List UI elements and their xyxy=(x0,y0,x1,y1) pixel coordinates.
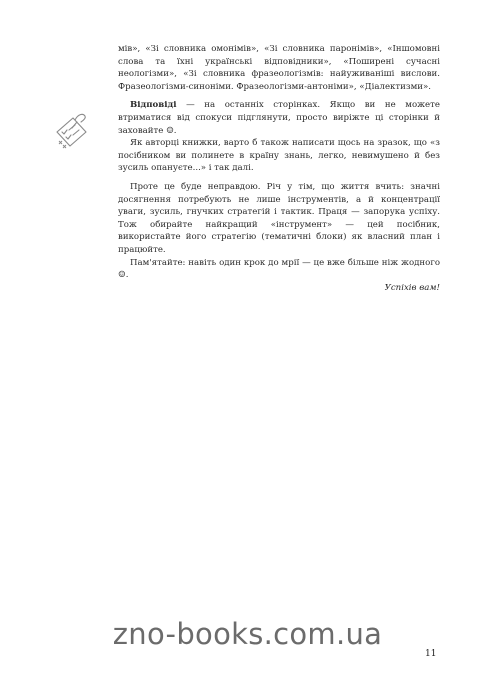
closing-wish: Успіхів вам! xyxy=(384,282,440,293)
answers-lead: Відповіді xyxy=(130,100,177,111)
body-text xyxy=(118,43,440,294)
hand-writing-checklist-icon xyxy=(53,110,89,150)
paragraph-3: Як авторці книжки, варто б також написати щось на зразок, що «з посібником ви полинете в країну знань, легко, невимушено й без зусиль опануєте...» і так далі. xyxy=(118,138,440,174)
paragraph-1: мів», «Зі словника омонімів», «Зі словника паронімів», «Іншомовні слова та їхні українські відповідники», «Поширені сучасні неологізми», «Зі словника фразеологізмів: найуживаніші вислови. Фразеологізми-синоніми. Фразеологізми-антоніми», «Діалектизми». xyxy=(118,44,440,92)
paragraph-5: Пам'ятайте: навіть один крок до мрії — це вже більше ніж жодного ☺. xyxy=(118,257,440,281)
paragraph-2 xyxy=(118,99,440,137)
page-number: 11 xyxy=(425,649,437,659)
watermark: zno-books.com.ua xyxy=(112,617,383,651)
paragraph-2-text: — на останніх сторінках. Якщо ви не можете втриматися від спокуси підглянути, просто виріжте ці сторінки й заховайте ☺. xyxy=(118,100,440,136)
paragraph-4: Проте це буде неправдою. Річ у тім, що життя вчить: значні досягнення потребують не лише інструментів, а й концентрації уваги, зусиль, гнучких стратегій і тактик. Праця — запорука успіху. Тож обирайте найкращий «інструмент» — цей посібник, використайте його стратегію (тематичні блоки) як власний план і працюйте. xyxy=(118,181,440,255)
